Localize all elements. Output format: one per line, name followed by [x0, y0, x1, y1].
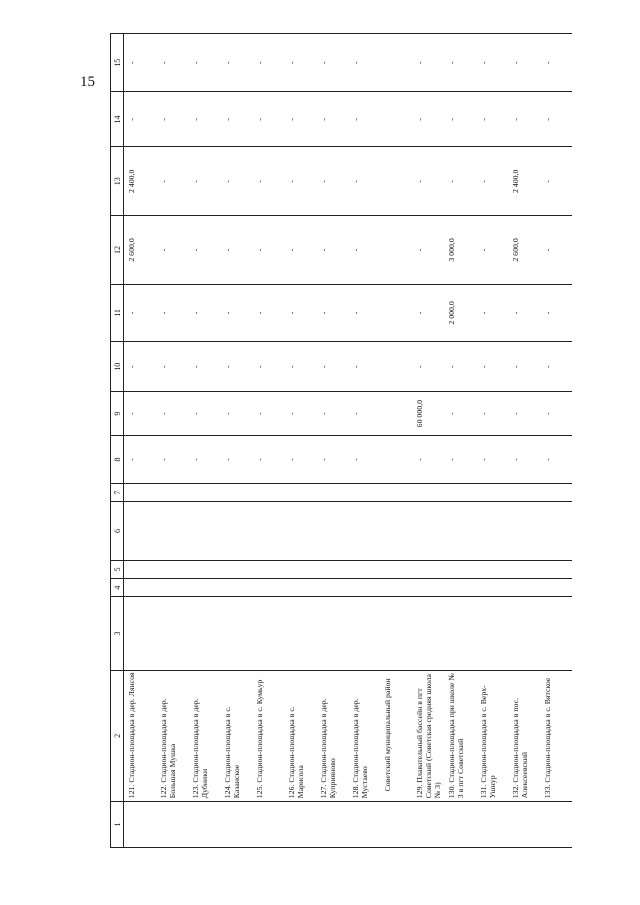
value-cell-c15: - [540, 34, 572, 92]
value-cell-c6 [156, 502, 188, 560]
object-name: 131. Стадион-площадка в с. Верх-Ушнур [476, 670, 508, 802]
col-header: 6 [111, 502, 124, 560]
value-cell-c7 [412, 483, 444, 501]
value-cell-c12: 3 000,0 [444, 216, 476, 285]
value-cell-c12: - [156, 216, 188, 285]
table-row [284, 34, 316, 848]
cell-empty [188, 802, 220, 848]
value-cell-c8: - [476, 435, 508, 483]
value-cell-c5 [188, 560, 220, 578]
value-cell-c7 [156, 483, 188, 501]
value-cell-c4 [124, 578, 157, 596]
value-cell-c13: - [444, 147, 476, 216]
value-cell-c4 [540, 578, 572, 596]
value-cell-c15 [380, 34, 412, 92]
value-cell-c8: - [220, 435, 252, 483]
value-cell-c13: - [476, 147, 508, 216]
value-cell-c5 [252, 560, 284, 578]
table-body [124, 34, 573, 848]
object-name: 122. Стадион-площадка в дер. Большая Мушка [156, 670, 188, 802]
object-name: 126. Стадион-площадка в с. Марисола [284, 670, 316, 802]
value-cell-c13: - [220, 147, 252, 216]
value-cell-c14: - [412, 92, 444, 147]
value-cell-c9: - [348, 392, 380, 436]
cell-empty [284, 802, 316, 848]
value-cell-c5 [540, 560, 572, 578]
value-cell-c5 [220, 560, 252, 578]
col-header: 12 [111, 216, 124, 285]
rotated-table-wrapper [110, 33, 600, 848]
value-cell-c10: - [124, 342, 157, 392]
value-cell-c14: - [188, 92, 220, 147]
value-cell-c15: - [508, 34, 540, 92]
value-cell-c7 [380, 483, 412, 501]
value-cell-c10: - [220, 342, 252, 392]
value-cell-c10: - [156, 342, 188, 392]
value-cell-c14: - [508, 92, 540, 147]
value-cell-c14: - [156, 92, 188, 147]
value-cell-c14: - [284, 92, 316, 147]
value-cell-c10: - [284, 342, 316, 392]
value-cell-c15: - [156, 34, 188, 92]
value-cell-c3 [188, 597, 220, 670]
value-cell-c13: 2 400,0 [124, 147, 157, 216]
header-row [111, 34, 124, 848]
value-cell-c11: - [124, 284, 157, 341]
value-cell-c4 [188, 578, 220, 596]
cell-empty [476, 802, 508, 848]
value-cell-c13: - [540, 147, 572, 216]
value-cell-c11: - [316, 284, 348, 341]
section-row [380, 34, 412, 848]
value-cell-c5 [124, 560, 157, 578]
value-cell-c8: - [284, 435, 316, 483]
value-cell-c5 [156, 560, 188, 578]
value-cell-c6 [124, 502, 157, 560]
value-cell-c6 [444, 502, 476, 560]
cell-empty [412, 802, 444, 848]
value-cell-c12 [380, 216, 412, 285]
value-cell-c4 [252, 578, 284, 596]
value-cell-c6 [476, 502, 508, 560]
value-cell-c3 [220, 597, 252, 670]
value-cell-c10: - [316, 342, 348, 392]
value-cell-c12: - [540, 216, 572, 285]
value-cell-c7 [124, 483, 157, 501]
cell-empty [316, 802, 348, 848]
value-cell-c9: - [284, 392, 316, 436]
col-header: 14 [111, 92, 124, 147]
table-row [316, 34, 348, 848]
page-number: 15 [80, 74, 95, 90]
value-cell-c10: - [508, 342, 540, 392]
value-cell-c5 [348, 560, 380, 578]
value-cell-c11: - [412, 284, 444, 341]
value-cell-c8: - [348, 435, 380, 483]
value-cell-c15: - [476, 34, 508, 92]
object-name: 121. Стадион-площадка в дер. Лянсоя [124, 670, 157, 802]
value-cell-c7 [220, 483, 252, 501]
value-cell-c11 [380, 284, 412, 341]
value-cell-c6 [508, 502, 540, 560]
value-cell-c5 [508, 560, 540, 578]
value-cell-c14: - [540, 92, 572, 147]
value-cell-c9: - [540, 392, 572, 436]
value-cell-c3 [508, 597, 540, 670]
value-cell-c7 [252, 483, 284, 501]
value-cell-c11: 2 000,0 [444, 284, 476, 341]
table-row [252, 34, 284, 848]
value-cell-c5 [412, 560, 444, 578]
value-cell-c11: - [284, 284, 316, 341]
value-cell-c10: - [188, 342, 220, 392]
value-cell-c12: 2 600,0 [508, 216, 540, 285]
value-cell-c10: - [252, 342, 284, 392]
value-cell-c15: - [284, 34, 316, 92]
value-cell-c4 [316, 578, 348, 596]
object-name: 133. Стадион-площадка в с. Вятское [540, 670, 572, 802]
value-cell-c9: - [124, 392, 157, 436]
value-cell-c8: - [508, 435, 540, 483]
cell-empty [540, 802, 572, 848]
value-cell-c11: - [348, 284, 380, 341]
col-header: 11 [111, 284, 124, 341]
value-cell-c9: - [444, 392, 476, 436]
value-cell-c12: - [252, 216, 284, 285]
value-cell-c3 [540, 597, 572, 670]
financing-table [110, 33, 572, 848]
value-cell-c9: - [252, 392, 284, 436]
table-row [124, 34, 157, 848]
value-cell-c4 [444, 578, 476, 596]
value-cell-c6 [316, 502, 348, 560]
value-cell-c5 [476, 560, 508, 578]
cell-empty [252, 802, 284, 848]
value-cell-c15: - [348, 34, 380, 92]
value-cell-c11: - [540, 284, 572, 341]
col-header: 4 [111, 578, 124, 596]
col-header: 9 [111, 392, 124, 436]
value-cell-c15: - [220, 34, 252, 92]
value-cell-c12: - [220, 216, 252, 285]
value-cell-c5 [284, 560, 316, 578]
table-row [412, 34, 444, 848]
section-title: Советский муниципальный район [380, 670, 412, 802]
col-header: 10 [111, 342, 124, 392]
object-name: 132. Стадион-площадка в пос. Алексеевский [508, 670, 540, 802]
value-cell-c15: - [316, 34, 348, 92]
value-cell-c12: - [284, 216, 316, 285]
value-cell-c9: 60 000,0 [412, 392, 444, 436]
value-cell-c8: - [412, 435, 444, 483]
value-cell-c13 [380, 147, 412, 216]
value-cell-c9: - [476, 392, 508, 436]
value-cell-c15: - [188, 34, 220, 92]
value-cell-c13: - [412, 147, 444, 216]
value-cell-c14: - [252, 92, 284, 147]
value-cell-c9: - [316, 392, 348, 436]
value-cell-c5 [316, 560, 348, 578]
cell-empty [156, 802, 188, 848]
value-cell-c8: - [540, 435, 572, 483]
value-cell-c14: - [444, 92, 476, 147]
value-cell-c3 [316, 597, 348, 670]
value-cell-c11: - [188, 284, 220, 341]
value-cell-c4 [380, 578, 412, 596]
value-cell-c3 [124, 597, 157, 670]
object-name: 125. Стадион-площадка в с. Кумьур [252, 670, 284, 802]
value-cell-c15: - [412, 34, 444, 92]
value-cell-c4 [284, 578, 316, 596]
value-cell-c6 [284, 502, 316, 560]
value-cell-c8: - [156, 435, 188, 483]
value-cell-c7 [508, 483, 540, 501]
value-cell-c12: - [348, 216, 380, 285]
value-cell-c13: 2 400,0 [508, 147, 540, 216]
value-cell-c10: - [444, 342, 476, 392]
table-row [220, 34, 252, 848]
value-cell-c5 [444, 560, 476, 578]
value-cell-c9 [380, 392, 412, 436]
object-name: 124. Стадион-площадка в с. Казанское [220, 670, 252, 802]
object-name: 128. Стадион-площадка в дер. Мустаево [348, 670, 380, 802]
value-cell-c9: - [188, 392, 220, 436]
col-header: 1 [111, 802, 124, 848]
value-cell-c3 [412, 597, 444, 670]
value-cell-c11: - [156, 284, 188, 341]
value-cell-c8: - [124, 435, 157, 483]
value-cell-c12: - [412, 216, 444, 285]
cell-empty [220, 802, 252, 848]
value-cell-c3 [380, 597, 412, 670]
value-cell-c5 [380, 560, 412, 578]
col-header: 3 [111, 597, 124, 670]
value-cell-c13: - [156, 147, 188, 216]
value-cell-c11: - [252, 284, 284, 341]
value-cell-c3 [156, 597, 188, 670]
value-cell-c8 [380, 435, 412, 483]
value-cell-c13: - [252, 147, 284, 216]
object-name: 127. Стадион-площадка в дер. Куприяново [316, 670, 348, 802]
value-cell-c9: - [220, 392, 252, 436]
value-cell-c14: - [348, 92, 380, 147]
value-cell-c7 [348, 483, 380, 501]
value-cell-c4 [508, 578, 540, 596]
value-cell-c6 [412, 502, 444, 560]
cell-empty [124, 802, 157, 848]
value-cell-c3 [476, 597, 508, 670]
value-cell-c6 [540, 502, 572, 560]
table-row [348, 34, 380, 848]
value-cell-c12: - [476, 216, 508, 285]
value-cell-c3 [284, 597, 316, 670]
value-cell-c7 [188, 483, 220, 501]
value-cell-c3 [252, 597, 284, 670]
value-cell-c13: - [348, 147, 380, 216]
col-header: 5 [111, 560, 124, 578]
value-cell-c9: - [508, 392, 540, 436]
value-cell-c6 [348, 502, 380, 560]
value-cell-c14: - [316, 92, 348, 147]
value-cell-c10 [380, 342, 412, 392]
value-cell-c12: - [316, 216, 348, 285]
value-cell-c10: - [476, 342, 508, 392]
cell-empty [444, 802, 476, 848]
table-row [156, 34, 188, 848]
value-cell-c11: - [476, 284, 508, 341]
value-cell-c4 [476, 578, 508, 596]
cell-empty [380, 802, 412, 848]
table-row [540, 34, 572, 848]
value-cell-c8: - [252, 435, 284, 483]
value-cell-c12: 2 600,0 [124, 216, 157, 285]
value-cell-c11: - [508, 284, 540, 341]
col-header: 7 [111, 483, 124, 501]
value-cell-c10: - [412, 342, 444, 392]
value-cell-c13: - [188, 147, 220, 216]
object-name: 123. Стадион-площадка в дер. Дубники [188, 670, 220, 802]
value-cell-c6 [380, 502, 412, 560]
value-cell-c4 [156, 578, 188, 596]
object-name: 130. Стадион-площадка при школе № 3 в пгт Советский [444, 670, 476, 802]
cell-empty [348, 802, 380, 848]
value-cell-c14: - [220, 92, 252, 147]
value-cell-c10: - [540, 342, 572, 392]
value-cell-c4 [412, 578, 444, 596]
value-cell-c9: - [156, 392, 188, 436]
value-cell-c14: - [476, 92, 508, 147]
value-cell-c11: - [220, 284, 252, 341]
value-cell-c14 [380, 92, 412, 147]
value-cell-c3 [444, 597, 476, 670]
value-cell-c13: - [316, 147, 348, 216]
value-cell-c8: - [444, 435, 476, 483]
value-cell-c14: - [124, 92, 157, 147]
value-cell-c7 [284, 483, 316, 501]
value-cell-c6 [252, 502, 284, 560]
table-row [444, 34, 476, 848]
value-cell-c3 [348, 597, 380, 670]
table-row [508, 34, 540, 848]
col-header: 2 [111, 670, 124, 802]
value-cell-c10: - [348, 342, 380, 392]
table-row [188, 34, 220, 848]
value-cell-c7 [540, 483, 572, 501]
value-cell-c15: - [444, 34, 476, 92]
value-cell-c4 [220, 578, 252, 596]
value-cell-c13: - [284, 147, 316, 216]
col-header: 13 [111, 147, 124, 216]
value-cell-c8: - [316, 435, 348, 483]
col-header: 15 [111, 34, 124, 92]
value-cell-c7 [316, 483, 348, 501]
value-cell-c15: - [124, 34, 157, 92]
table-row [476, 34, 508, 848]
value-cell-c15: - [252, 34, 284, 92]
col-header: 8 [111, 435, 124, 483]
value-cell-c4 [348, 578, 380, 596]
value-cell-c6 [188, 502, 220, 560]
value-cell-c7 [444, 483, 476, 501]
object-name: 129. Плавательный бассейн в пгт Советский (Советская средняя школа № 3) [412, 670, 444, 802]
value-cell-c8: - [188, 435, 220, 483]
value-cell-c12: - [188, 216, 220, 285]
value-cell-c7 [476, 483, 508, 501]
value-cell-c6 [220, 502, 252, 560]
cell-empty [508, 802, 540, 848]
